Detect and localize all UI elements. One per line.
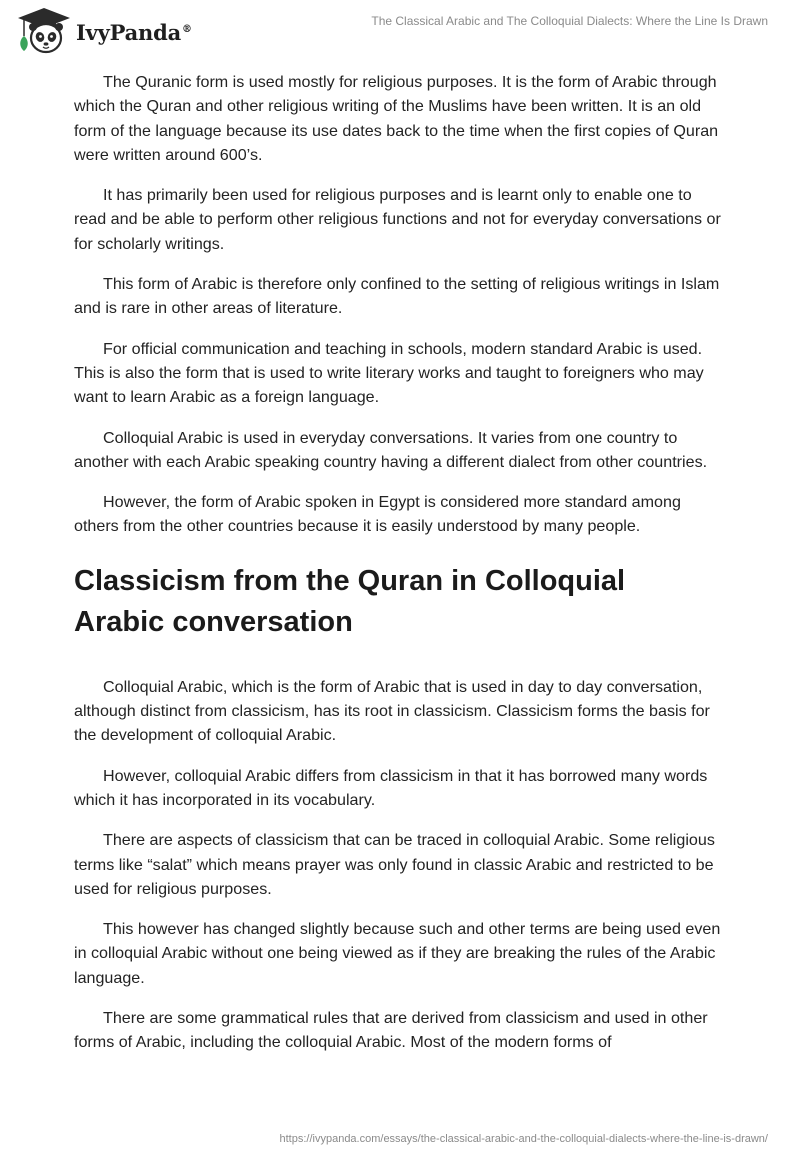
paragraph: Colloquial Arabic is used in everyday conversations. It varies from one country to another with each Arabic speaking country having a different dialect from other countries. xyxy=(74,428,708,471)
paragraph: It has primarily been used for religious purposes and is learnt only to enable one to read and be able to perform other religious functions and not for everyday conversations or for scholarly writings. xyxy=(74,186,721,253)
brand-name xyxy=(76,20,192,45)
paragraph: For official communication and teaching in schools, modern standard Arabic is used. This is also the form that is used to write literary works and taught to foreigners who may want to learn Arabic as a foreign language. xyxy=(74,339,704,407)
panda-graduation-cap-icon xyxy=(14,6,74,56)
section-heading: Classicism from the Quran in Colloquial Arabic conversation xyxy=(74,564,626,638)
paragraph: This however has changed slightly because such and other terms are being used even in colloquial Arabic without one being viewed as if they are breaking the rules of the Arabic language. xyxy=(74,920,721,987)
page-header xyxy=(0,0,800,64)
paragraph: There are some grammatical rules that are derived from classicism and used in other forms of Arabic, including the colloquial Arabic. Most of the modern forms of xyxy=(74,1009,708,1052)
registered-mark: ® xyxy=(182,24,192,35)
essay-body xyxy=(74,70,722,1071)
source-url[interactable]: https://ivypanda.com/essays/the-classical-arabic-and-the-colloquial-dialects-where-the-line-is-drawn/ xyxy=(279,1133,768,1145)
ivypanda-logo[interactable] xyxy=(14,6,204,56)
document-title: The Classical Arabic and The Colloquial Dialects: Where the Line Is Drawn xyxy=(371,14,768,28)
paragraph: This form of Arabic is therefore only confined to the setting of religious writings in Islam and is rare in other areas of literature. xyxy=(74,275,720,318)
paragraph: There are aspects of classicism that can be traced in colloquial Arabic. Some religious terms like “salat” which means prayer was only found in classic Arabic and restricted to be used for religious purposes. xyxy=(74,831,715,898)
paragraph: However, the form of Arabic spoken in Egypt is considered more standard among others from the other countries because it is easily understood by many people. xyxy=(74,493,681,536)
paragraph: Colloquial Arabic, which is the form of Arabic that is used in day to day conversation, although distinct from classicism, has its root in classicism. Classicism forms the basis for the development of colloquial Arabic. xyxy=(74,677,710,745)
brand-label: IvyPanda xyxy=(76,20,182,45)
paragraph: The Quranic form is used mostly for religious purposes. It is the form of Arabic through which the Quran and other religious writing of the Muslims have been written. It is an old form of the language because its use dates back to the time when the first copies of Quran were written around 600’s. xyxy=(74,73,719,164)
paragraph: However, colloquial Arabic differs from classicism in that it has borrowed many words which it has incorporated in its vocabulary. xyxy=(74,766,708,809)
